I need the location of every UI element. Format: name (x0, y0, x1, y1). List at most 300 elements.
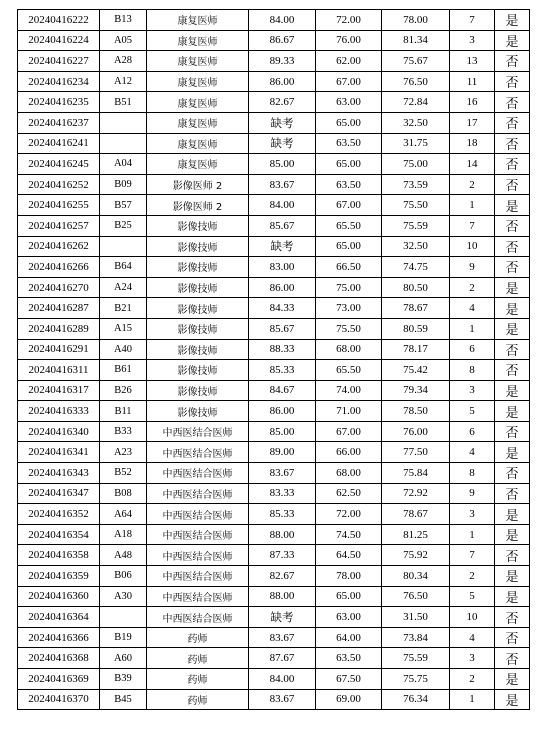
draw-code-cell: A15 (100, 318, 147, 339)
rank-cell: 1 (450, 318, 495, 339)
rank-cell: 3 (450, 380, 495, 401)
total-score-cell: 81.25 (382, 524, 450, 545)
total-score-cell: 75.75 (382, 669, 450, 690)
position-cell: 影像医师 2 (147, 195, 249, 216)
table-body (18, 10, 530, 710)
draw-code-cell: A05 (100, 30, 147, 51)
written-score-cell: 83.67 (249, 174, 316, 195)
table-row (18, 586, 530, 607)
enter-next-stage-cell: 是 (495, 586, 530, 607)
table-row (18, 401, 530, 422)
enter-next-stage-cell: 否 (495, 607, 530, 628)
interview-score-cell: 72.00 (316, 504, 382, 525)
interview-score-cell: 67.50 (316, 669, 382, 690)
draw-code-cell (100, 112, 147, 133)
interview-score-cell: 66.00 (316, 442, 382, 463)
written-score-cell: 85.67 (249, 318, 316, 339)
interview-score-cell: 74.00 (316, 380, 382, 401)
enter-next-stage-cell: 否 (495, 133, 530, 154)
table-row (18, 112, 530, 133)
position-cell: 影像技师 (147, 277, 249, 298)
total-score-cell: 76.34 (382, 689, 450, 710)
position-cell: 康复医师 (147, 112, 249, 133)
draw-code-cell: B08 (100, 483, 147, 504)
interview-score-cell: 67.00 (316, 195, 382, 216)
interview-score-cell: 63.00 (316, 92, 382, 113)
table-row (18, 51, 530, 72)
written-score-cell: 86.00 (249, 277, 316, 298)
position-cell: 康复医师 (147, 154, 249, 175)
exam-id-cell: 20240416222 (18, 10, 100, 31)
exam-id-cell: 20240416340 (18, 421, 100, 442)
table-row (18, 133, 530, 154)
draw-code-cell: B57 (100, 195, 147, 216)
position-cell: 康复医师 (147, 92, 249, 113)
table-row (18, 421, 530, 442)
exam-id-cell: 20240416237 (18, 112, 100, 133)
interview-score-cell: 63.00 (316, 607, 382, 628)
table-row (18, 689, 530, 710)
position-cell: 中西医结合医师 (147, 524, 249, 545)
total-score-cell: 75.00 (382, 154, 450, 175)
written-score-cell: 86.67 (249, 30, 316, 51)
position-cell: 中西医结合医师 (147, 421, 249, 442)
interview-score-cell: 75.50 (316, 318, 382, 339)
score-table (17, 9, 530, 710)
enter-next-stage-cell: 否 (495, 92, 530, 113)
enter-next-stage-cell: 否 (495, 51, 530, 72)
total-score-cell: 79.34 (382, 380, 450, 401)
total-score-cell: 75.59 (382, 648, 450, 669)
written-score-cell: 89.00 (249, 442, 316, 463)
rank-cell: 9 (450, 257, 495, 278)
table-row (18, 10, 530, 31)
enter-next-stage-cell: 是 (495, 442, 530, 463)
written-score-cell: 84.33 (249, 298, 316, 319)
position-cell: 药师 (147, 648, 249, 669)
draw-code-cell: B26 (100, 380, 147, 401)
rank-cell: 4 (450, 627, 495, 648)
table-row (18, 30, 530, 51)
total-score-cell: 80.50 (382, 277, 450, 298)
table-row (18, 236, 530, 257)
table-row (18, 318, 530, 339)
table-row (18, 483, 530, 504)
table-row (18, 298, 530, 319)
exam-id-cell: 20240416333 (18, 401, 100, 422)
total-score-cell: 75.59 (382, 215, 450, 236)
written-score-cell: 87.33 (249, 545, 316, 566)
draw-code-cell: B21 (100, 298, 147, 319)
exam-id-cell: 20240416369 (18, 669, 100, 690)
draw-code-cell: B25 (100, 215, 147, 236)
total-score-cell: 77.50 (382, 442, 450, 463)
table-row (18, 360, 530, 381)
exam-id-cell: 20240416366 (18, 627, 100, 648)
draw-code-cell: A12 (100, 71, 147, 92)
written-score-cell: 84.67 (249, 380, 316, 401)
enter-next-stage-cell: 是 (495, 669, 530, 690)
rank-cell: 6 (450, 421, 495, 442)
total-score-cell: 78.17 (382, 339, 450, 360)
draw-code-cell: B39 (100, 669, 147, 690)
rank-cell: 9 (450, 483, 495, 504)
rank-cell: 16 (450, 92, 495, 113)
draw-code-cell (100, 133, 147, 154)
total-score-cell: 76.50 (382, 71, 450, 92)
table-row (18, 442, 530, 463)
written-score-cell: 85.00 (249, 154, 316, 175)
position-cell: 影像技师 (147, 257, 249, 278)
draw-code-cell: B11 (100, 401, 147, 422)
draw-code-cell: A40 (100, 339, 147, 360)
exam-id-cell: 20240416252 (18, 174, 100, 195)
exam-id-cell: 20240416347 (18, 483, 100, 504)
exam-id-cell: 20240416235 (18, 92, 100, 113)
rank-cell: 3 (450, 648, 495, 669)
draw-code-cell: A24 (100, 277, 147, 298)
interview-score-cell: 67.00 (316, 421, 382, 442)
exam-id-cell: 20240416343 (18, 463, 100, 484)
rank-cell: 7 (450, 215, 495, 236)
exam-id-cell: 20240416227 (18, 51, 100, 72)
position-cell: 中西医结合医师 (147, 607, 249, 628)
position-cell: 影像技师 (147, 380, 249, 401)
exam-id-cell: 20240416368 (18, 648, 100, 669)
rank-cell: 2 (450, 174, 495, 195)
table-row (18, 339, 530, 360)
position-cell: 康复医师 (147, 10, 249, 31)
position-cell: 影像医师 2 (147, 174, 249, 195)
written-score-cell: 89.33 (249, 51, 316, 72)
rank-cell: 7 (450, 10, 495, 31)
position-cell: 药师 (147, 689, 249, 710)
total-score-cell: 32.50 (382, 236, 450, 257)
enter-next-stage-cell: 是 (495, 277, 530, 298)
rank-cell: 6 (450, 339, 495, 360)
enter-next-stage-cell: 是 (495, 689, 530, 710)
written-score-cell: 缺考 (249, 236, 316, 257)
written-score-cell: 88.00 (249, 586, 316, 607)
total-score-cell: 73.84 (382, 627, 450, 648)
total-score-cell: 73.59 (382, 174, 450, 195)
enter-next-stage-cell: 否 (495, 339, 530, 360)
position-cell: 康复医师 (147, 133, 249, 154)
exam-id-cell: 20240416224 (18, 30, 100, 51)
written-score-cell: 85.67 (249, 215, 316, 236)
rank-cell: 17 (450, 112, 495, 133)
exam-id-cell: 20240416341 (18, 442, 100, 463)
enter-next-stage-cell: 是 (495, 10, 530, 31)
position-cell: 中西医结合医师 (147, 566, 249, 587)
draw-code-cell: A18 (100, 524, 147, 545)
exam-id-cell: 20240416317 (18, 380, 100, 401)
draw-code-cell: B06 (100, 566, 147, 587)
enter-next-stage-cell: 否 (495, 463, 530, 484)
rank-cell: 18 (450, 133, 495, 154)
draw-code-cell: B61 (100, 360, 147, 381)
rank-cell: 11 (450, 71, 495, 92)
position-cell: 药师 (147, 627, 249, 648)
draw-code-cell: B45 (100, 689, 147, 710)
table-row (18, 174, 530, 195)
exam-id-cell: 20240416358 (18, 545, 100, 566)
interview-score-cell: 68.00 (316, 463, 382, 484)
table-row (18, 154, 530, 175)
interview-score-cell: 76.00 (316, 30, 382, 51)
enter-next-stage-cell: 是 (495, 195, 530, 216)
draw-code-cell: B52 (100, 463, 147, 484)
rank-cell: 4 (450, 298, 495, 319)
draw-code-cell (100, 607, 147, 628)
table-row (18, 504, 530, 525)
position-cell: 影像技师 (147, 318, 249, 339)
enter-next-stage-cell: 否 (495, 257, 530, 278)
total-score-cell: 76.50 (382, 586, 450, 607)
written-score-cell: 82.67 (249, 92, 316, 113)
interview-score-cell: 67.00 (316, 71, 382, 92)
table-row (18, 648, 530, 669)
draw-code-cell: A64 (100, 504, 147, 525)
enter-next-stage-cell: 是 (495, 30, 530, 51)
draw-code-cell: A28 (100, 51, 147, 72)
enter-next-stage-cell: 是 (495, 401, 530, 422)
interview-score-cell: 63.50 (316, 133, 382, 154)
rank-cell: 3 (450, 504, 495, 525)
position-cell: 影像技师 (147, 236, 249, 257)
interview-score-cell: 63.50 (316, 174, 382, 195)
interview-score-cell: 62.00 (316, 51, 382, 72)
enter-next-stage-cell: 是 (495, 524, 530, 545)
written-score-cell: 85.33 (249, 504, 316, 525)
rank-cell: 3 (450, 30, 495, 51)
written-score-cell: 缺考 (249, 112, 316, 133)
enter-next-stage-cell: 是 (495, 566, 530, 587)
interview-score-cell: 72.00 (316, 10, 382, 31)
total-score-cell: 75.84 (382, 463, 450, 484)
table-row (18, 257, 530, 278)
total-score-cell: 80.34 (382, 566, 450, 587)
total-score-cell: 80.59 (382, 318, 450, 339)
enter-next-stage-cell: 否 (495, 483, 530, 504)
rank-cell: 13 (450, 51, 495, 72)
interview-score-cell: 63.50 (316, 648, 382, 669)
exam-id-cell: 20240416370 (18, 689, 100, 710)
interview-score-cell: 65.00 (316, 112, 382, 133)
interview-score-cell: 62.50 (316, 483, 382, 504)
enter-next-stage-cell: 否 (495, 360, 530, 381)
interview-score-cell: 65.00 (316, 154, 382, 175)
rank-cell: 7 (450, 545, 495, 566)
rank-cell: 8 (450, 463, 495, 484)
draw-code-cell: B64 (100, 257, 147, 278)
position-cell: 康复医师 (147, 71, 249, 92)
written-score-cell: 缺考 (249, 133, 316, 154)
exam-id-cell: 20240416266 (18, 257, 100, 278)
rank-cell: 8 (450, 360, 495, 381)
exam-id-cell: 20240416257 (18, 215, 100, 236)
written-score-cell: 84.00 (249, 195, 316, 216)
exam-id-cell: 20240416241 (18, 133, 100, 154)
written-score-cell: 88.33 (249, 339, 316, 360)
total-score-cell: 75.92 (382, 545, 450, 566)
position-cell: 影像技师 (147, 339, 249, 360)
draw-code-cell: A30 (100, 586, 147, 607)
total-score-cell: 31.50 (382, 607, 450, 628)
table-row (18, 195, 530, 216)
written-score-cell: 83.67 (249, 627, 316, 648)
enter-next-stage-cell: 是 (495, 298, 530, 319)
rank-cell: 5 (450, 586, 495, 607)
written-score-cell: 85.33 (249, 360, 316, 381)
enter-next-stage-cell: 否 (495, 648, 530, 669)
position-cell: 药师 (147, 669, 249, 690)
table-row (18, 215, 530, 236)
rank-cell: 2 (450, 566, 495, 587)
written-score-cell: 83.67 (249, 463, 316, 484)
exam-id-cell: 20240416270 (18, 277, 100, 298)
draw-code-cell: B19 (100, 627, 147, 648)
written-score-cell: 83.00 (249, 257, 316, 278)
enter-next-stage-cell: 是 (495, 504, 530, 525)
interview-score-cell: 65.50 (316, 360, 382, 381)
written-score-cell: 85.00 (249, 421, 316, 442)
enter-next-stage-cell: 是 (495, 380, 530, 401)
position-cell: 中西医结合医师 (147, 545, 249, 566)
draw-code-cell (100, 236, 147, 257)
exam-id-cell: 20240416289 (18, 318, 100, 339)
interview-score-cell: 64.00 (316, 627, 382, 648)
rank-cell: 2 (450, 669, 495, 690)
exam-id-cell: 20240416255 (18, 195, 100, 216)
written-score-cell: 83.67 (249, 689, 316, 710)
position-cell: 影像技师 (147, 360, 249, 381)
written-score-cell: 82.67 (249, 566, 316, 587)
exam-id-cell: 20240416291 (18, 339, 100, 360)
written-score-cell: 84.00 (249, 669, 316, 690)
table-row (18, 669, 530, 690)
exam-id-cell: 20240416245 (18, 154, 100, 175)
position-cell: 影像技师 (147, 298, 249, 319)
rank-cell: 4 (450, 442, 495, 463)
total-score-cell: 72.92 (382, 483, 450, 504)
position-cell: 影像技师 (147, 401, 249, 422)
enter-next-stage-cell: 否 (495, 545, 530, 566)
position-cell: 影像技师 (147, 215, 249, 236)
written-score-cell: 86.00 (249, 401, 316, 422)
position-cell: 中西医结合医师 (147, 586, 249, 607)
draw-code-cell: A23 (100, 442, 147, 463)
total-score-cell: 78.67 (382, 298, 450, 319)
enter-next-stage-cell: 否 (495, 215, 530, 236)
table-row (18, 71, 530, 92)
interview-score-cell: 78.00 (316, 566, 382, 587)
exam-id-cell: 20240416354 (18, 524, 100, 545)
draw-code-cell: B13 (100, 10, 147, 31)
total-score-cell: 31.75 (382, 133, 450, 154)
position-cell: 中西医结合医师 (147, 463, 249, 484)
table-row (18, 380, 530, 401)
enter-next-stage-cell: 是 (495, 318, 530, 339)
total-score-cell: 76.00 (382, 421, 450, 442)
written-score-cell: 87.67 (249, 648, 316, 669)
total-score-cell: 75.50 (382, 195, 450, 216)
enter-next-stage-cell: 否 (495, 71, 530, 92)
total-score-cell: 72.84 (382, 92, 450, 113)
exam-id-cell: 20240416287 (18, 298, 100, 319)
table-row (18, 463, 530, 484)
total-score-cell: 75.67 (382, 51, 450, 72)
draw-code-cell: A48 (100, 545, 147, 566)
total-score-cell: 74.75 (382, 257, 450, 278)
table-row (18, 607, 530, 628)
exam-id-cell: 20240416360 (18, 586, 100, 607)
draw-code-cell: A04 (100, 154, 147, 175)
interview-score-cell: 65.00 (316, 236, 382, 257)
exam-id-cell: 20240416359 (18, 566, 100, 587)
interview-score-cell: 73.00 (316, 298, 382, 319)
enter-next-stage-cell: 否 (495, 112, 530, 133)
total-score-cell: 75.42 (382, 360, 450, 381)
position-cell: 康复医师 (147, 51, 249, 72)
written-score-cell: 88.00 (249, 524, 316, 545)
written-score-cell: 缺考 (249, 607, 316, 628)
position-cell: 中西医结合医师 (147, 504, 249, 525)
position-cell: 康复医师 (147, 30, 249, 51)
table-row (18, 566, 530, 587)
total-score-cell: 78.50 (382, 401, 450, 422)
table-row (18, 277, 530, 298)
rank-cell: 2 (450, 277, 495, 298)
exam-id-cell: 20240416364 (18, 607, 100, 628)
enter-next-stage-cell: 否 (495, 154, 530, 175)
total-score-cell: 32.50 (382, 112, 450, 133)
exam-id-cell: 20240416311 (18, 360, 100, 381)
written-score-cell: 86.00 (249, 71, 316, 92)
interview-score-cell: 75.00 (316, 277, 382, 298)
total-score-cell: 81.34 (382, 30, 450, 51)
interview-score-cell: 68.00 (316, 339, 382, 360)
interview-score-cell: 65.00 (316, 586, 382, 607)
draw-code-cell: B51 (100, 92, 147, 113)
rank-cell: 10 (450, 607, 495, 628)
score-table-page (17, 9, 529, 710)
rank-cell: 1 (450, 524, 495, 545)
table-row (18, 627, 530, 648)
exam-id-cell: 20240416262 (18, 236, 100, 257)
interview-score-cell: 69.00 (316, 689, 382, 710)
written-score-cell: 84.00 (249, 10, 316, 31)
draw-code-cell: A60 (100, 648, 147, 669)
interview-score-cell: 66.50 (316, 257, 382, 278)
total-score-cell: 78.67 (382, 504, 450, 525)
rank-cell: 5 (450, 401, 495, 422)
draw-code-cell: B33 (100, 421, 147, 442)
interview-score-cell: 71.00 (316, 401, 382, 422)
exam-id-cell: 20240416352 (18, 504, 100, 525)
exam-id-cell: 20240416234 (18, 71, 100, 92)
interview-score-cell: 64.50 (316, 545, 382, 566)
written-score-cell: 83.33 (249, 483, 316, 504)
table-row (18, 545, 530, 566)
position-cell: 中西医结合医师 (147, 483, 249, 504)
enter-next-stage-cell: 否 (495, 421, 530, 442)
rank-cell: 1 (450, 689, 495, 710)
enter-next-stage-cell: 否 (495, 236, 530, 257)
total-score-cell: 78.00 (382, 10, 450, 31)
rank-cell: 10 (450, 236, 495, 257)
interview-score-cell: 74.50 (316, 524, 382, 545)
